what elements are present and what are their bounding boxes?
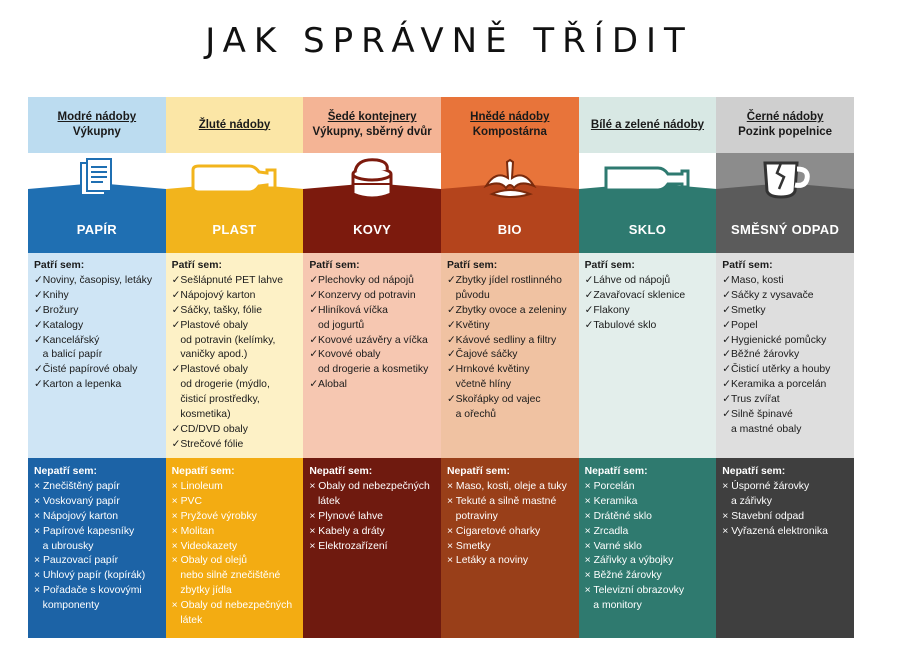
list-item: a ubrousky — [34, 540, 94, 552]
list-item: čisticí prostředky, — [171, 394, 260, 406]
glass-bottle-icon — [602, 162, 692, 196]
column-header — [166, 97, 304, 153]
list-item: původu — [446, 289, 490, 301]
icon-band — [303, 153, 441, 205]
belongs-section — [441, 253, 579, 458]
category-label: SKLO — [579, 205, 717, 253]
list-item: ✓Zbytky jídel rostlinného — [446, 274, 562, 286]
belongs-title: Patří sem: — [584, 260, 635, 271]
not-belongs-title: Nepatří sem: — [34, 466, 97, 477]
category-label: PLAST — [166, 205, 304, 253]
list-item: ✓Květiny — [446, 319, 490, 331]
list-item: od potravin (kelímky, — [171, 334, 276, 346]
list-item: ✓Čisté papírové obaly — [34, 364, 138, 376]
belongs-section — [166, 253, 304, 458]
list-item: × Obaly od olejů — [171, 555, 248, 567]
list-item: látek — [171, 615, 203, 627]
container-name: Bílé a zelené nádoby — [590, 118, 705, 131]
not-belongs-title: Nepatří sem: — [722, 466, 786, 477]
collection-point: Výkupny, sběrný dvůr — [312, 126, 432, 138]
not-belongs-list — [722, 480, 851, 540]
belongs-title: Patří sem: — [171, 260, 222, 271]
list-item: ✓Brožury — [34, 304, 79, 316]
tin-can-icon — [347, 156, 397, 202]
list-item: potraviny — [446, 510, 498, 522]
list-item: ✓Strečové fólie — [171, 438, 244, 450]
list-item: látek — [309, 495, 340, 507]
plastic-bottle-icon — [189, 162, 279, 196]
list-item: a ořechů — [446, 409, 497, 421]
list-item: × Maso, kosti, oleje a tuky — [446, 480, 567, 492]
list-item: ✓Čisticí utěrky a houby — [722, 364, 831, 376]
list-item: od jogurtů — [309, 319, 365, 331]
list-item: kosmetika) — [171, 409, 231, 421]
belongs-section — [716, 253, 854, 458]
list-item: × Televizní obrazovky — [584, 585, 685, 597]
list-item: × Papírové kapesníky — [34, 525, 135, 537]
list-item: × Pryžové výrobky — [171, 510, 257, 522]
not-belongs-section — [579, 458, 717, 638]
container-name: Šedé kontejnery — [327, 111, 417, 123]
belongs-list — [722, 274, 851, 438]
list-item: ✓Sáčky, tašky, fólie — [171, 304, 262, 316]
not-belongs-list — [309, 480, 438, 555]
icon-band — [716, 153, 854, 205]
list-item: ✓Skořápky od vajec — [446, 394, 541, 406]
list-item: × Úsporné žárovky — [722, 480, 810, 492]
not-belongs-section — [28, 458, 166, 638]
list-item: × Linoleum — [171, 480, 223, 492]
icon-band — [166, 153, 304, 205]
not-belongs-list — [447, 480, 576, 569]
not-belongs-title: Nepatří sem: — [309, 466, 373, 477]
list-item: včetně hlíny — [446, 379, 512, 391]
category-label: BIO — [441, 205, 579, 253]
category-label: SMĚSNÝ ODPAD — [716, 205, 854, 253]
list-item: × Stavební odpad — [722, 510, 805, 522]
list-item: × Plynové lahve — [309, 510, 383, 522]
list-item: × Nápojový karton — [34, 510, 119, 522]
list-item: ✓Zavařovací sklenice — [584, 289, 686, 301]
list-item: × Molitan — [171, 525, 215, 537]
list-item: ✓Kovové obaly — [309, 349, 381, 361]
belongs-list — [172, 274, 301, 453]
list-item: ✓CD/DVD obaly — [171, 423, 248, 435]
category-label: KOVY — [303, 205, 441, 253]
list-item: ✓Maso, kosti — [722, 274, 784, 286]
list-item: ✓Silně špinavé — [722, 409, 793, 421]
column-mixed-waste — [716, 97, 854, 638]
list-item: × Porcelán — [584, 480, 635, 492]
paper-document-icon — [77, 157, 117, 201]
list-item: × Uhlový papír (kopírák) — [34, 570, 146, 582]
list-item: × Pořadače s kovovými — [34, 585, 142, 597]
list-item: ✓Alobal — [309, 379, 347, 391]
list-item: ✓Smetky — [722, 304, 766, 316]
not-belongs-title: Nepatří sem: — [584, 466, 648, 477]
icon-band — [28, 153, 166, 205]
list-item: × PVC — [171, 495, 202, 507]
list-item: ✓Knihy — [34, 289, 69, 301]
list-item: × Vyřazená elektronika — [722, 525, 828, 537]
list-item: × Cigaretové oharky — [446, 525, 541, 537]
belongs-section — [303, 253, 441, 458]
list-item: ✓Zbytky ovoce a zeleniny — [446, 304, 567, 316]
list-item: ✓Hliníková víčka — [309, 304, 388, 316]
list-item: × Keramika — [584, 495, 638, 507]
container-name: Žluté nádoby — [198, 118, 271, 131]
not-belongs-title: Nepatří sem: — [171, 466, 235, 477]
list-item: ✓Konzervy od potravin — [309, 289, 416, 301]
list-item: × Znečištěný papír — [34, 480, 120, 492]
list-item: ✓Láhve od nápojů — [584, 274, 671, 286]
not-belongs-list — [34, 480, 163, 614]
belongs-section — [579, 253, 717, 458]
list-item: a mastné obaly — [722, 423, 802, 435]
list-item: × Letáky a noviny — [446, 555, 529, 567]
not-belongs-section — [441, 458, 579, 638]
collection-point: Výkupny — [72, 126, 121, 138]
list-item: × Zrcadla — [584, 525, 629, 537]
not-belongs-section — [166, 458, 304, 638]
belongs-title: Patří sem: — [446, 260, 498, 271]
belongs-list — [34, 274, 163, 393]
list-item: zbytky jídla — [171, 585, 232, 597]
belongs-list — [585, 274, 714, 334]
list-item: ✓Kovové uzávěry a víčka — [309, 334, 428, 346]
list-item: × Obaly od nebezpečných — [171, 600, 293, 612]
sorting-table — [28, 97, 854, 638]
column-header — [303, 97, 441, 153]
belongs-title: Patří sem: — [722, 260, 773, 271]
list-item: × Běžné žárovky — [584, 570, 662, 582]
list-item: × Varné sklo — [584, 540, 642, 552]
column-plastic — [166, 97, 304, 638]
column-header — [579, 97, 717, 153]
not-belongs-list — [585, 480, 714, 614]
not-belongs-section — [303, 458, 441, 638]
banana-peel-icon — [480, 156, 540, 202]
not-belongs-title: Nepatří sem: — [446, 466, 510, 477]
category-label: PAPÍR — [28, 205, 166, 253]
belongs-title: Patří sem: — [309, 260, 360, 271]
column-glass — [579, 97, 717, 638]
list-item: ✓Flakony — [584, 304, 630, 316]
not-belongs-list — [172, 480, 301, 629]
list-item: ✓Nápojový karton — [171, 289, 256, 301]
container-name: Černé nádoby — [746, 111, 824, 123]
list-item: ✓Karton a lepenka — [34, 379, 122, 391]
list-item: ✓Katalogy — [34, 319, 84, 331]
list-item: ✓Hrnkové květiny — [446, 364, 530, 376]
list-item: ✓Hygienické pomůcky — [722, 334, 827, 346]
list-item: ✓Sešlápnuté PET lahve — [171, 274, 283, 286]
belongs-section — [28, 253, 166, 458]
list-item: × Kabely a dráty — [309, 525, 385, 537]
page-title: JAK SPRÁVNĚ TŘÍDIT — [205, 21, 693, 61]
broken-cup-icon — [757, 157, 813, 201]
icon-band — [441, 153, 579, 205]
list-item: × Drátěné sklo — [584, 510, 652, 522]
belongs-list — [309, 274, 438, 393]
list-item: × Elektrozařízení — [309, 540, 388, 552]
list-item: od drogerie (mýdlo, — [171, 379, 270, 391]
belongs-title: Patří sem: — [34, 260, 85, 271]
list-item: ✓Tabulové sklo — [584, 319, 657, 331]
column-bio — [441, 97, 579, 638]
list-item: komponenty — [34, 600, 100, 612]
belongs-list — [447, 274, 576, 423]
list-item: ✓Kancelářský — [34, 334, 100, 346]
list-item: × Smetky — [446, 540, 491, 552]
list-item: ✓Trus zvířat — [722, 394, 780, 406]
list-item: nebo silně znečištěné — [171, 570, 281, 582]
list-item: a balicí papír — [34, 349, 103, 361]
list-item: vaničky apod.) — [171, 349, 248, 361]
list-item: ✓Plastové obaly — [171, 319, 248, 331]
not-belongs-section — [716, 458, 854, 638]
collection-point: Kompostárna — [472, 126, 547, 138]
list-item: ✓Noviny, časopisy, letáky — [34, 274, 153, 286]
icon-band — [579, 153, 717, 205]
list-item: × Zářivky a výbojky — [584, 555, 674, 567]
column-header — [441, 97, 579, 153]
column-paper — [28, 97, 166, 638]
list-item: ✓Čajové sáčky — [446, 349, 518, 361]
list-item: × Videokazety — [171, 540, 238, 552]
list-item: ✓Popel — [722, 319, 758, 331]
list-item: × Voskovaný papír — [34, 495, 120, 507]
list-item: × Obaly od nebezpečných — [309, 480, 430, 492]
list-item: × Tekuté a silně mastné — [446, 495, 557, 507]
column-metals — [303, 97, 441, 638]
list-item: × Pauzovací papír — [34, 555, 119, 567]
list-item: ✓Plechovky od nápojů — [309, 274, 414, 286]
list-item: ✓Sáčky z vysavače — [722, 289, 814, 301]
collection-point: Pozink popelnice — [738, 126, 833, 138]
list-item: od drogerie a kosmetiky — [309, 364, 429, 376]
list-item: ✓Keramika a porcelán — [722, 379, 827, 391]
list-item: a monitory — [584, 600, 642, 612]
column-header — [28, 97, 166, 153]
list-item: a zářivky — [722, 495, 772, 507]
container-name: Hnědé nádoby — [470, 111, 550, 123]
list-item: ✓Plastové obaly — [171, 364, 248, 376]
column-header — [716, 97, 854, 153]
list-item: ✓Běžné žárovky — [722, 349, 800, 361]
list-item: ✓Kávové sedliny a filtry — [446, 334, 557, 346]
container-name: Modré nádoby — [57, 111, 137, 123]
